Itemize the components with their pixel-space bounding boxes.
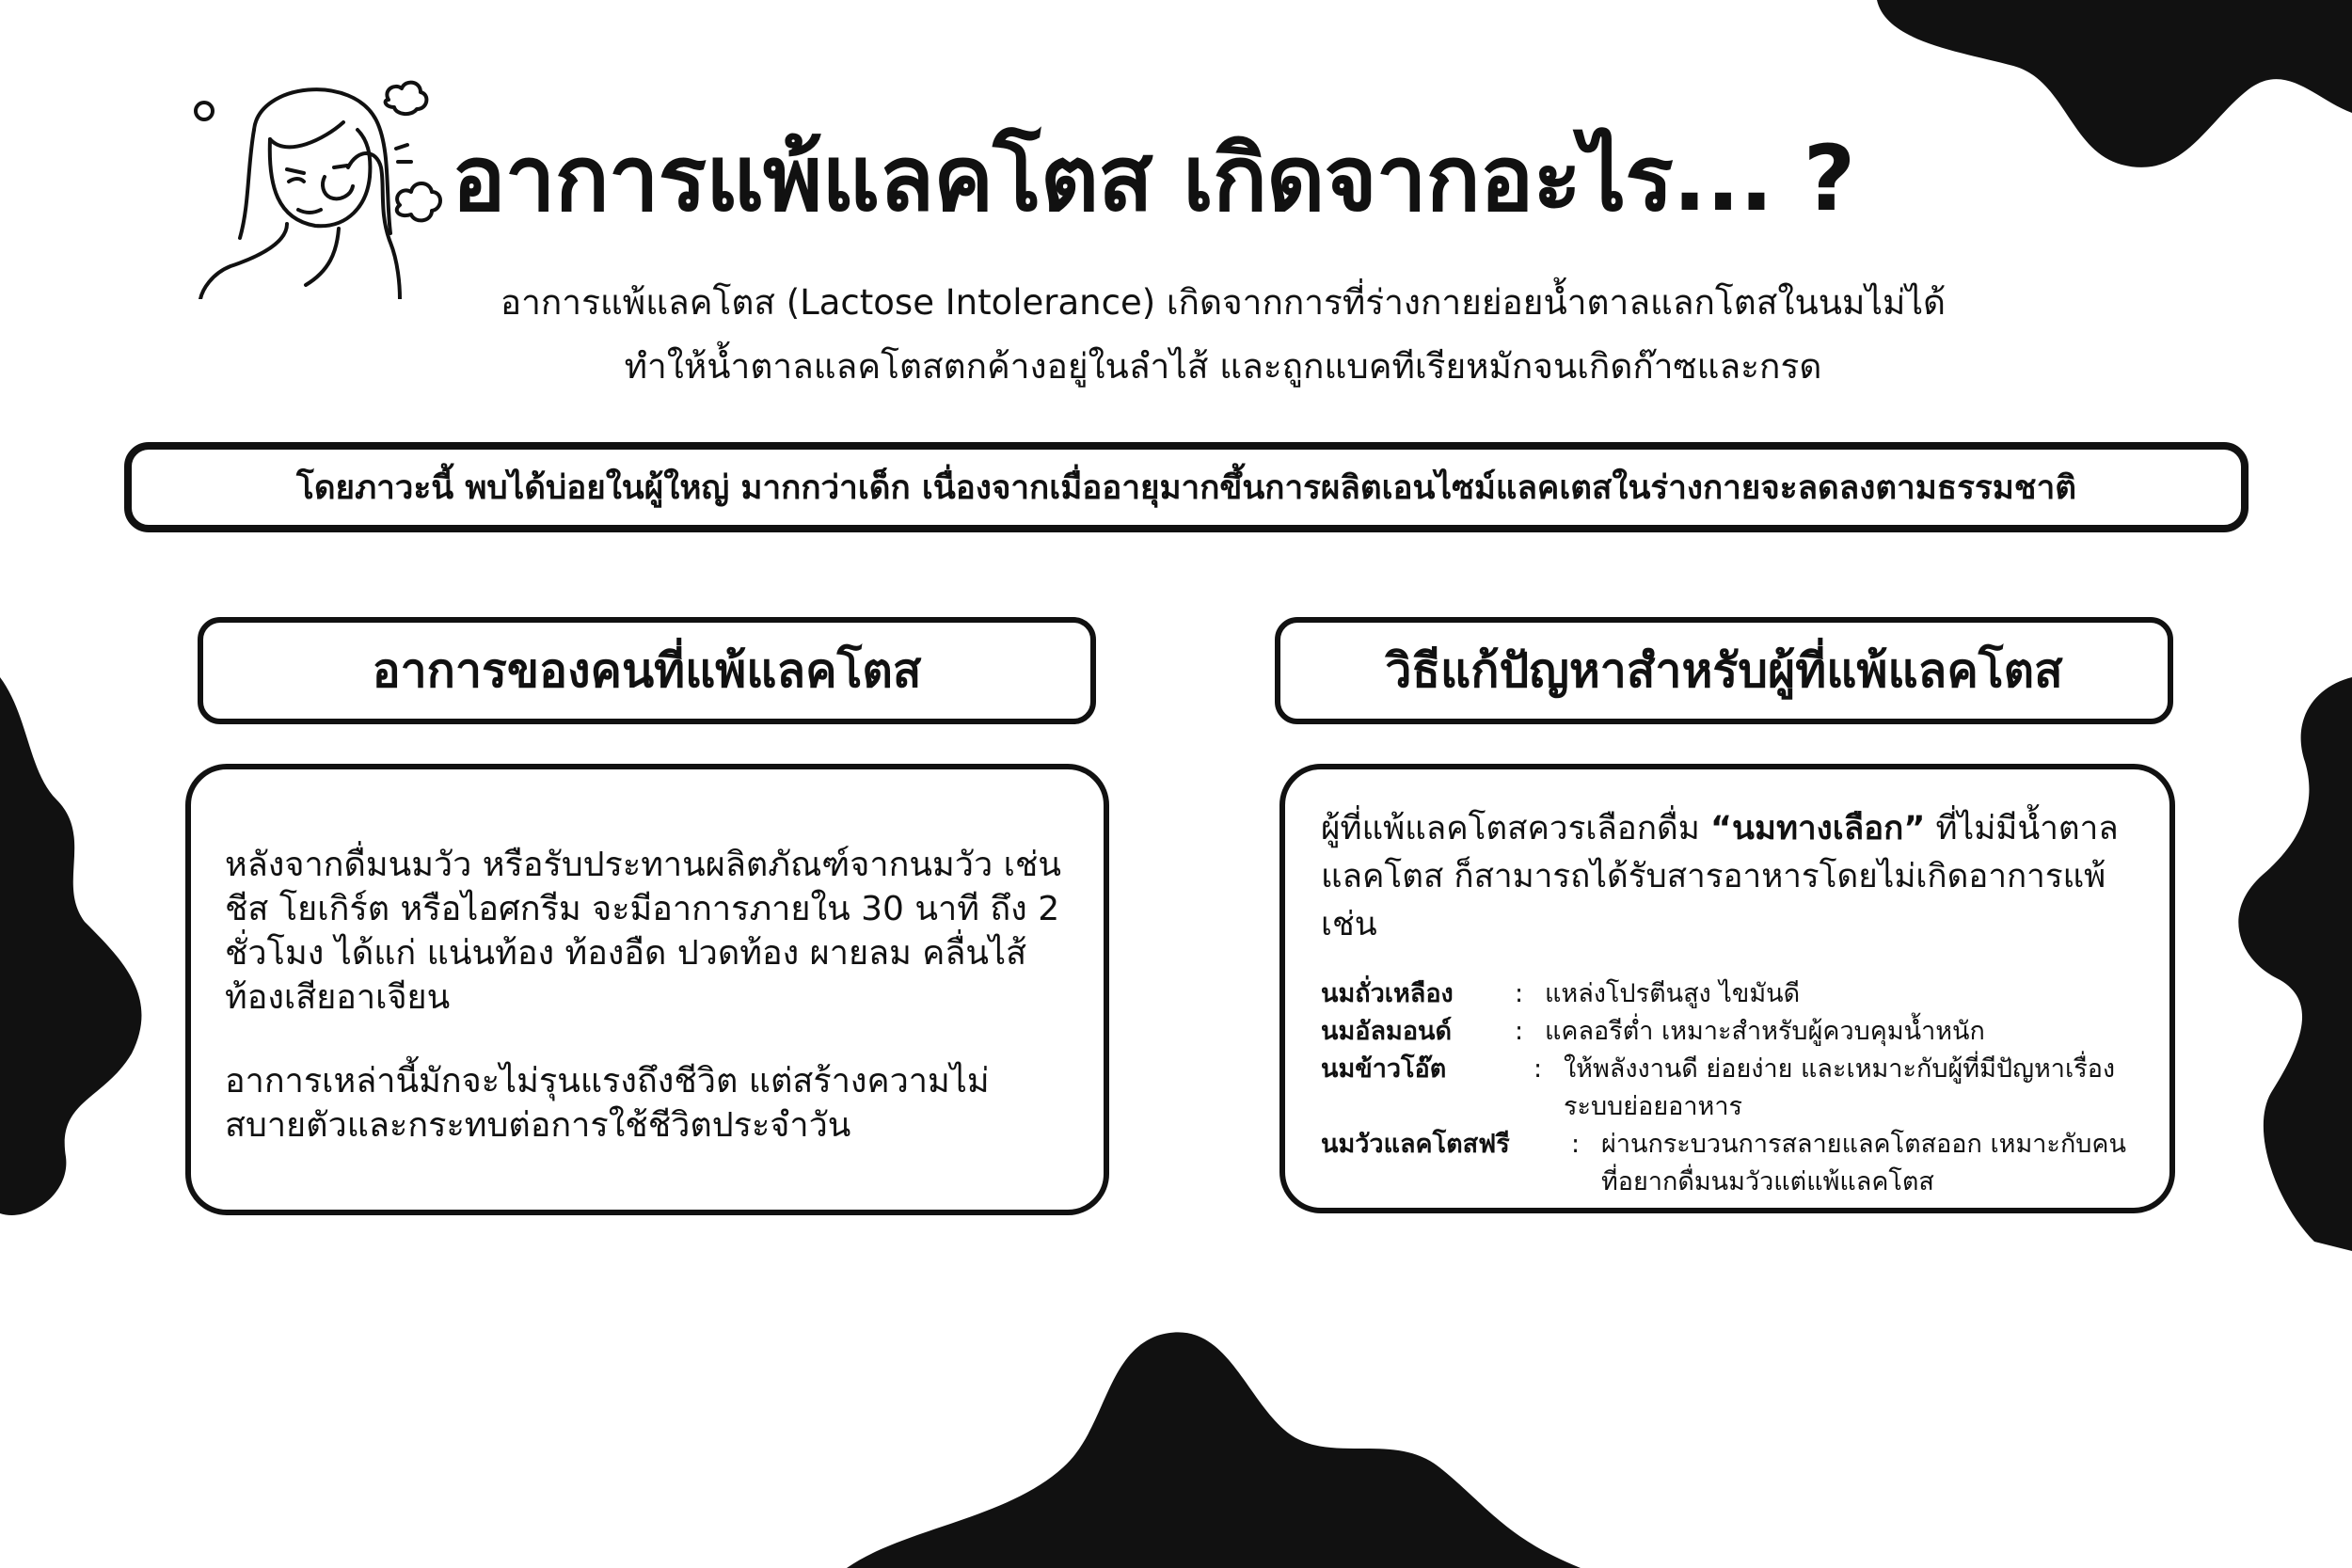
solutions-intro-before: ผู้ที่แพ้แลคโตสควรเลือกดื่ม	[1321, 810, 1710, 847]
solutions-card	[1279, 764, 2175, 1213]
symptoms-paragraph-2: อาการเหล่านี้มักจะไม่รุนแรงถึงชีวิต แต่สร้างความไม่สบายตัวและกระทบต่อการใช้ชีวิตประจำวัน	[225, 1062, 990, 1145]
woman-holding-nose-illustration	[183, 64, 456, 299]
milk-item-desc: แคลอรีต่ำ เหมาะสำหรับผู้ควบคุมน้ำหนัก	[1545, 1017, 1985, 1046]
intro-text	[329, 271, 2117, 399]
cow-spot-right	[2183, 677, 2352, 1251]
page-title: อาการแพ้แลคโตส เกิดจากอะไร... ?	[452, 126, 1855, 231]
symptoms-card	[185, 764, 1109, 1215]
milk-item-desc: ผ่านกระบวนการสลายแลคโตสออก เหมาะกับคนที่อยากดื่มนมวัวแต่แพ้แลคโตส	[1601, 1130, 2126, 1196]
symptoms-paragraph-1: หลังจากดื่มนมวัว หรือรับประทานผลิตภัณฑ์จากนมวัว เช่น ชีส โยเกิร์ต หรือไอศกรีม จะมีอาการภายใน 30 นาที ถึง 2 ชั่วโมง ได้แก่ แน่นท้อง ท้องอืด ปวดท้อง ผายลม คลื่นไส้ ท้องเสียอาเจียน	[225, 846, 1061, 1017]
milk-item-desc: ให้พลังงานดี ย่อยง่าย และเหมาะกับผู้ที่มีปัญหาเรื่องระบบย่อยอาหาร	[1564, 1054, 2116, 1121]
milk-item-colon: :	[1515, 1017, 1524, 1046]
intro-line-2: ทำให้น้ำตาลแลคโตสตกค้างอยู่ในลำไส้ และถูกแบคทีเรียหมักจนเกิดก๊าซและกรด	[624, 346, 1822, 387]
solutions-header	[1275, 617, 2173, 724]
highlight-text: โดยภาวะนี้ พบได้บ่อยในผู้ใหญ่ มากกว่าเด็ก เนื่องจากเมื่ออายุมากขึ้นการผลิตเอนไซม์แลคเตสในร่างกายจะลดลงตามธรรมชาติ	[296, 468, 2076, 507]
solutions-intro	[1321, 805, 2141, 949]
solutions-intro-highlight: “นมทางเลือก”	[1709, 810, 1926, 847]
solutions-header-label: วิธีแก้ปัญหาสำหรับผู้ที่แพ้แลคโตส	[1385, 642, 2063, 698]
intro-line-1: อาการแพ้แลคโตส (Lactose Intolerance) เกิดจากการที่ร่างกายย่อยน้ำตาลแลกโตสในนมไม่ได้	[500, 282, 1947, 323]
cow-spot-left	[0, 658, 160, 1223]
milk-item-soy	[1321, 975, 2141, 1013]
cow-spot-bottom	[847, 1326, 1581, 1568]
milk-item-name: นมอัลมอนด์	[1321, 1017, 1453, 1046]
milk-item-colon: :	[1571, 1130, 1581, 1159]
milk-item-name: นมข้าวโอ๊ต	[1321, 1054, 1447, 1084]
milk-item-name: นมถั่วเหลือง	[1321, 979, 1454, 1008]
milk-item-lactose-free	[1321, 1126, 2141, 1201]
milk-item-colon: :	[1515, 979, 1524, 1008]
milk-item-oat	[1321, 1051, 2141, 1126]
milk-item-colon: :	[1534, 1054, 1543, 1084]
solutions-intro-after: ที่ไม่มีน้ำตาลแลคโตส ก็สามารถได้รับสารอาหารโดยไม่เกิดอาการแพ้ เช่น	[1321, 810, 2119, 943]
symptoms-header-label: อาการของคนที่แพ้แลคโตส	[372, 642, 922, 698]
milk-item-name: นมวัวแลคโตสฟรี	[1321, 1130, 1510, 1159]
symptoms-header	[198, 617, 1096, 724]
milk-item-desc: แหล่งโปรตีนสูง ไขมันดี	[1545, 979, 1801, 1008]
highlight-box	[124, 442, 2249, 532]
milk-item-almond	[1321, 1013, 2141, 1051]
